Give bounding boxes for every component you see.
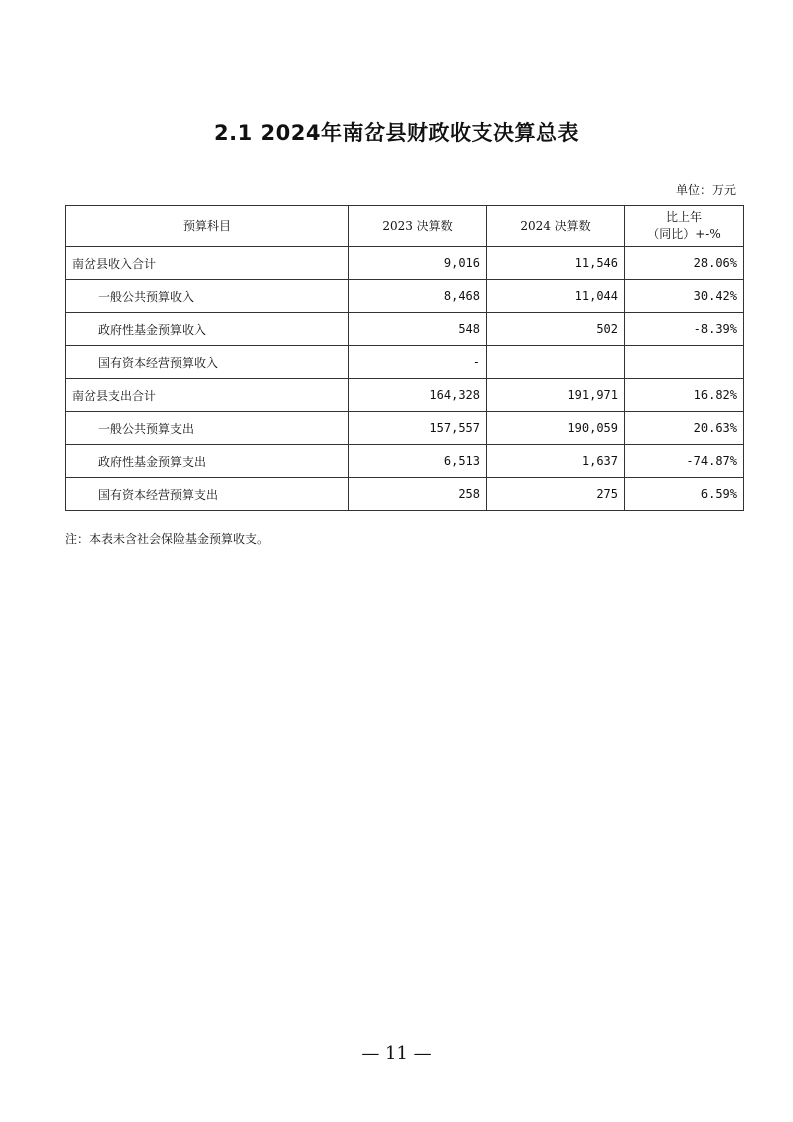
row-2024-value: 11,044 xyxy=(487,280,625,313)
row-2023-value: 258 xyxy=(349,478,487,511)
row-2024-value: 275 xyxy=(487,478,625,511)
row-2024-value xyxy=(487,346,625,379)
row-label: 南岔县支出合计 xyxy=(66,379,349,412)
header-2024: 2024 决算数 xyxy=(487,206,625,247)
table-row xyxy=(66,247,744,280)
row-label: 国有资本经营预算收入 xyxy=(66,346,349,379)
row-label: 国有资本经营预算支出 xyxy=(66,478,349,511)
table-footnote: 注：本表未含社会保险基金预算收支。 xyxy=(65,532,270,546)
row-2024-value: 502 xyxy=(487,313,625,346)
page-number: — 11 — xyxy=(361,1043,432,1064)
row-yoy-value: 20.63% xyxy=(625,412,744,445)
table-row xyxy=(66,280,744,313)
table-title: 2.1 2024年南岔县财政收支决算总表 xyxy=(214,121,579,145)
row-label: 一般公共预算支出 xyxy=(66,412,349,445)
row-label: 政府性基金预算支出 xyxy=(66,445,349,478)
unit-label: 单位：万元 xyxy=(675,183,736,197)
row-2023-value: - xyxy=(349,346,487,379)
budget-summary-table xyxy=(65,205,744,511)
table-row xyxy=(66,379,744,412)
header-item: 预算科目 xyxy=(66,206,349,247)
row-2023-value: 6,513 xyxy=(349,445,487,478)
table-row xyxy=(66,313,744,346)
row-label: 南岔县收入合计 xyxy=(66,247,349,280)
row-yoy-value: 6.59% xyxy=(625,478,744,511)
row-yoy-value: 30.42% xyxy=(625,280,744,313)
row-2024-value: 1,637 xyxy=(487,445,625,478)
table-row xyxy=(66,478,744,511)
table-row xyxy=(66,346,744,379)
row-2024-value: 191,971 xyxy=(487,379,625,412)
header-yoy-line1: 比上年 xyxy=(665,210,702,224)
row-yoy-value: -74.87% xyxy=(625,445,744,478)
row-yoy-value xyxy=(625,346,744,379)
row-2024-value: 11,546 xyxy=(487,247,625,280)
row-yoy-value: 16.82% xyxy=(625,379,744,412)
row-label: 政府性基金预算收入 xyxy=(66,313,349,346)
row-yoy-value: 28.06% xyxy=(625,247,744,280)
header-yoy xyxy=(625,206,744,247)
row-2023-value: 8,468 xyxy=(349,280,487,313)
row-2023-value: 164,328 xyxy=(349,379,487,412)
row-yoy-value: -8.39% xyxy=(625,313,744,346)
row-label: 一般公共预算收入 xyxy=(66,280,349,313)
header-yoy-line2: （同比）+-% xyxy=(647,227,721,241)
table-row xyxy=(66,412,744,445)
table-header-row xyxy=(66,206,744,247)
table-body xyxy=(66,247,744,511)
table-row xyxy=(66,445,744,478)
header-2023: 2023 决算数 xyxy=(349,206,487,247)
row-2024-value: 190,059 xyxy=(487,412,625,445)
row-2023-value: 548 xyxy=(349,313,487,346)
row-2023-value: 9,016 xyxy=(349,247,487,280)
row-2023-value: 157,557 xyxy=(349,412,487,445)
